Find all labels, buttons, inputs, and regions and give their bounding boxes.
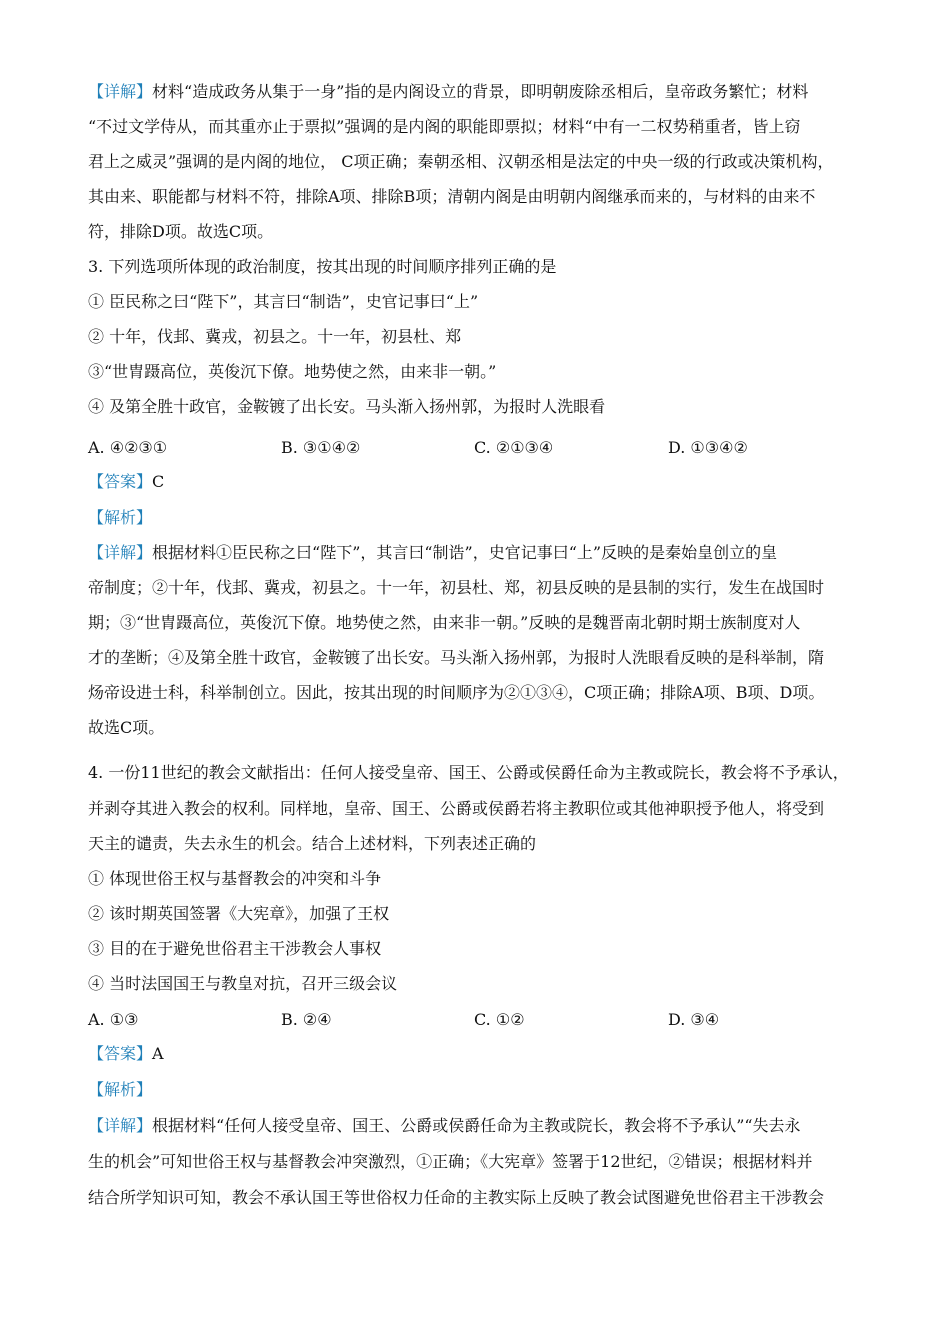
q4-stem-line-3: 天主的谴责，失去永生的机会。结合上述材料，下列表述正确的 xyxy=(88,834,537,853)
q4-option-d: D. ③④ xyxy=(668,1010,720,1029)
q2-detail-line-4: 其由来、职能都与材料不符，排除A项、排除B项；清朝内阁是由明朝内阁继承而来的，与材料的由来不 xyxy=(88,187,816,206)
q3-detail-line-5: 炀帝设进士科，科举制创立。因此，按其出现的时间顺序为②①③④，C项正确；排除A项、B项、D项。 xyxy=(88,683,825,702)
q3-item-4: ④ 及第全胜十政官，金鞍镀了出长安。马头渐入扬州郭，为报时人洗眼看 xyxy=(88,397,606,416)
q3-analysis-heading xyxy=(88,508,878,528)
q4-detail-line-1: 【详解】根据材料“任何人接受皇帝、国王、公爵或侯爵任命为主教或院长，教会将不予承认”“失去永 xyxy=(88,1116,801,1135)
q4-option-a: A. ①③ xyxy=(88,1010,139,1029)
answer-tag: 【答案】 xyxy=(88,1044,153,1063)
q4-answer-value: A xyxy=(152,1044,164,1063)
q4-item-4: ④ 当时法国国王与教皇对抗，召开三级会议 xyxy=(88,974,398,993)
q3-item-1: ① 臣民称之曰“陛下”，其言曰“制诰”，史官记事曰“上” xyxy=(88,292,479,311)
q4-stem-line-2: 并剥夺其进入教会的权利。同样地，皇帝、国王、公爵或侯爵若将主教职位或其他神职授予他人，将受到 xyxy=(88,799,825,818)
q3-stem: 3. 下列选项所体现的政治制度，按其出现的时间顺序排列正确的是 xyxy=(88,257,557,276)
q4-option-c: C. ①② xyxy=(474,1010,525,1029)
q3-option-a: A. ④②③① xyxy=(88,438,168,457)
q3-detail-line-3: 期；③“世胄蹑高位，英俊沉下僚。地势使之然，由来非一朝。”反映的是魏晋南北朝时期士族制度对人 xyxy=(88,613,801,632)
q4-stem-line-1: 4. 一份11世纪的教会文献指出：任何人接受皇帝、国王、公爵或侯爵任命为主教或院长，教会将不予承认， xyxy=(88,763,849,782)
q3-detail-line-4: 才的垄断；④及第全胜十政官，金鞍镀了出长安。马头渐入扬州郭，为报时人洗眼看反映的是科举制，隋 xyxy=(88,648,825,667)
analysis-tag: 【解析】 xyxy=(88,508,153,527)
q4-item-1: ① 体现世俗王权与基督教会的冲突和斗争 xyxy=(88,869,382,888)
q4-detail-line-2: 生的机会”可知世俗王权与基督教会冲突激烈，①正确；《大宪章》签署于12世纪，②错误；根据材料并 xyxy=(88,1152,813,1171)
q4-item-3: ③ 目的在于避免世俗君主干涉教会人事权 xyxy=(88,939,382,958)
q4-analysis-heading xyxy=(88,1080,878,1100)
q3-option-c: C. ②①③④ xyxy=(474,438,554,457)
detail-tag: 【详解】 xyxy=(88,543,153,562)
q3-detail-line-2: 帝制度；②十年，伐邽、冀戎，初县之。十一年，初县杜、郑，初县反映的是县制的实行，发生在战国时 xyxy=(88,578,825,597)
q3-answer xyxy=(88,472,878,492)
q4-item-2: ② 该时期英国签署《大宪章》，加强了王权 xyxy=(88,904,390,923)
q2-detail-line-5: 符，排除D项。故选C项。 xyxy=(88,222,274,241)
detail-tag: 【详解】 xyxy=(88,82,153,101)
q3-options xyxy=(88,438,878,458)
q4-option-b: B. ②④ xyxy=(281,1010,332,1029)
q3-detail-line-6: 故选C项。 xyxy=(88,718,165,737)
q4-options xyxy=(88,1010,878,1030)
q4-detail-line-3: 结合所学知识可知，教会不承认国王等世俗权力任命的主教实际上反映了教会试图避免世俗君主干涉教会 xyxy=(88,1188,825,1207)
q3-item-2: ② 十年，伐邽、冀戎，初县之。十一年，初县杜、郑 xyxy=(88,327,462,346)
q3-option-d: D. ①③④② xyxy=(668,438,748,457)
q3-answer-value: C xyxy=(152,472,165,491)
q3-item-3: ③“世胄蹑高位，英俊沉下僚。地势使之然，由来非一朝。” xyxy=(88,362,497,381)
q2-detail-line-1: 【详解】材料“造成政务从集于一身”指的是内阁设立的背景，即明朝废除丞相后，皇帝政务繁忙；材料 xyxy=(88,82,809,101)
answer-tag: 【答案】 xyxy=(88,472,153,491)
q4-answer xyxy=(88,1044,878,1064)
q3-detail-line-1: 【详解】根据材料①臣民称之曰“陛下”，其言曰“制诰”，史官记事曰“上”反映的是秦始皇创立的皇 xyxy=(88,543,778,562)
detail-tag: 【详解】 xyxy=(88,1116,153,1135)
q2-detail-line-3: 君上之威灵”强调的是内阁的地位， C项正确；秦朝丞相、汉朝丞相是法定的中央一级的行政或决策机构， xyxy=(88,152,834,171)
q2-detail-line-2: “不过文学侍从，而其重亦止于票拟”强调的是内阁的职能即票拟；材料“中有一二权势稍重者，皆上窃 xyxy=(88,117,801,136)
analysis-tag: 【解析】 xyxy=(88,1080,153,1099)
q3-option-b: B. ③①④② xyxy=(281,438,361,457)
